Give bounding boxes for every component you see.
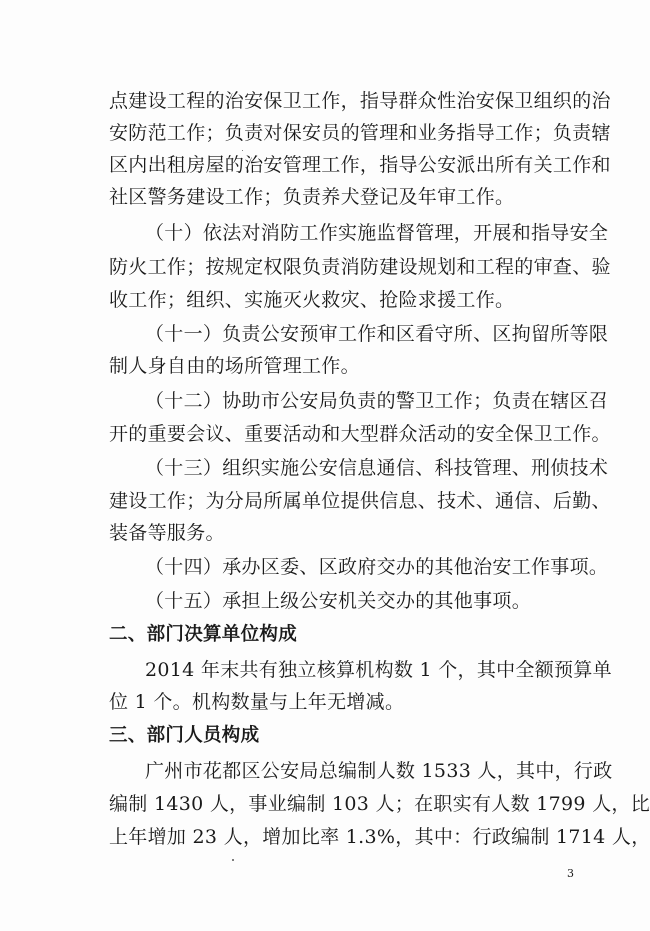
text-line: 编制 1430 人，事业编制 103 人；在职实有人数 1799 人，比 [109,793,650,815]
page-number: 3 [567,867,574,880]
text-line: （十五）承担上级公安机关交办的其他事项。 [145,590,532,612]
text-line: 安防范工作；负责对保安员的管理和业务指导工作；负责辖 [109,122,611,144]
text-line: 建设工作；为分局所属单位提供信息、技术、通信、后勤、 [109,490,611,512]
text-line: 装备等服务。 [109,522,225,544]
text-line: 2014 年末共有独立核算机构数 1 个，其中全额预算单 [145,659,612,681]
text-line: 位 1 个。机构数量与上年无增减。 [109,691,405,713]
text-line: （十）依法对消防工作实施监督管理，开展和指导安全 [145,222,609,244]
section-heading: 二、部门决算单位构成 [109,624,298,645]
text-line: 社区警务建设工作；负责养犬登记及年审工作。 [109,186,515,208]
text-line: （十二）协助市公安局负责的警卫工作；负责在辖区召 [145,390,609,412]
text-line: （十一）负责公安预审工作和区看守所、区拘留所等限 [145,323,609,345]
text-line: 开的重要会议、重要活动和大型群众活动的安全保卫工作。 [109,423,611,445]
scan-speck [242,150,243,151]
text-line: 制人身自由的场所管理工作。 [109,355,360,377]
text-line: 点建设工程的治安保卫工作，指导群众性治安保卫组织的治 [109,90,611,112]
text-line: 上年增加 23 人，增加比率 1.3%，其中：行政编制 1714 人， [109,826,650,848]
text-line: 区内出租房屋的治安管理工作，指导公安派出所有关工作和 [109,154,611,176]
scan-speck [232,859,234,861]
section-heading: 三、部门人员构成 [109,725,260,746]
text-line: 收工作；组织、实施灭火救灾、抢险求援工作。 [109,289,515,311]
text-line: 防火工作；按规定权限负责消防建设规划和工程的审查、验 [109,256,611,278]
text-line: （十三）组织实施公安信息通信、科技管理、刑侦技术 [145,457,609,479]
text-line: 广州市花都区公安局总编制人数 1533 人，其中，行政 [145,760,613,782]
text-line: （十四）承办区委、区政府交办的其他治安工作事项。 [145,556,609,578]
